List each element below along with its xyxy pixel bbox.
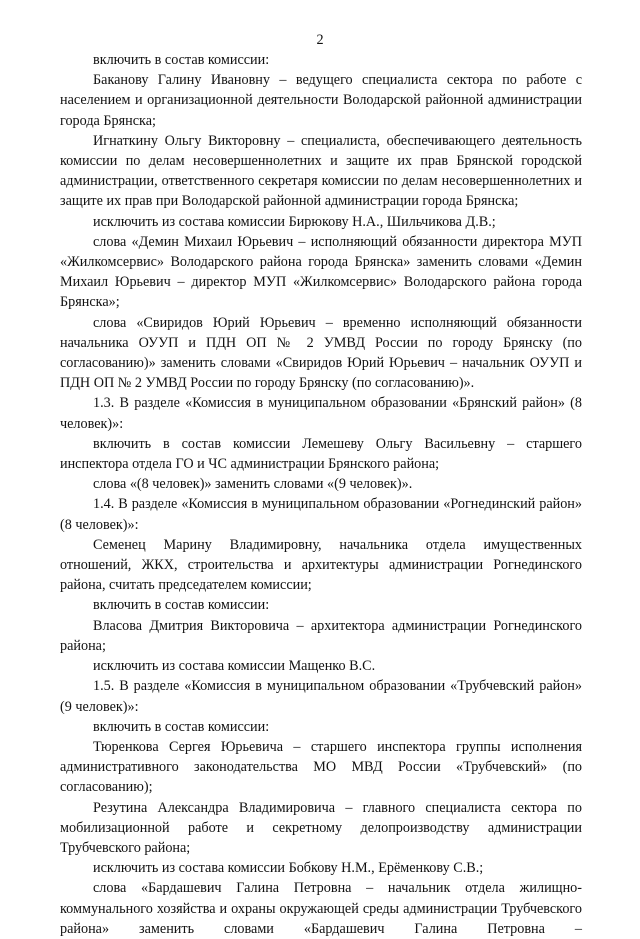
paragraph: слова «Свиридов Юрий Юрьевич – временно исполняющий обязанности начальника ОУУП и ПДН ОП № 2 УМВД России по городу Брянску (по согласованию)» заменить словами «Свиридов Юрий Юрьевич – начальник ОУУП и ПДН ОП № 2 УМВД России по городу Брянску (по согласованию)». xyxy=(60,314,582,392)
section-heading: 1.4. В разделе «Комиссия в муниципальном образовании «Рогнединский район» (8 человек)»: xyxy=(60,496,582,533)
paragraph: исключить из состава комиссии Мащенко В.С. xyxy=(93,658,376,675)
paragraph: Баканову Галину Ивановну – ведущего специалиста сектора по работе с населением и организационной деятельности Володарской районной администрации города Брянска; xyxy=(60,72,582,129)
paragraph: включить в состав комиссии: xyxy=(93,718,270,735)
paragraph: Резутина Александра Владимировича – главного специалиста сектора по мобилизационной работе и секретному делопроизводству администрации Трубчевского района; xyxy=(60,799,582,856)
paragraph: исключить из состава комиссии Бобкову Н.М., Ерёменкову С.В.; xyxy=(93,860,484,877)
paragraph: Тюренкова Сергея Юрьевича – старшего инспектора группы исполнения административного законодательства МО МВД России «Трубчевский» (по согласованию); xyxy=(60,738,582,796)
paragraph: слова «Бардашевич Галина Петровна – начальник отдела жилищно-коммунального хозяйства и охраны окружающей среды администрации Трубчевского района» заменить словами «Бардашевич Галина Петровна – xyxy=(60,880,582,937)
paragraph: Власова Дмитрия Викторовича – архитектора администрации Рогнединского района; xyxy=(60,617,582,654)
section-heading: 1.5. В разделе «Комиссия в муниципальном образовании «Трубчевский район» (9 человек)»: xyxy=(60,678,582,715)
document-body xyxy=(60,50,582,939)
paragraph: слова «Демин Михаил Юрьевич – исполняющий обязанности директора МУП «Жилкомсервис» Володарского района города Брянска» заменить словами «Демин Михаил Юрьевич – директор МУП «Жилкомсервис» Володарского района города Брянска»; xyxy=(60,233,582,311)
paragraph: включить в состав комиссии Лемешеву Ольгу Васильевну – старшего инспектора отдела ГО и ЧС администрации Брянского района; xyxy=(60,435,582,473)
paragraph: Игнаткину Ольгу Викторовну – специалиста, обеспечивающего деятельность комиссии по делам несовершеннолетних и защите их прав Брянской городской администрации, ответственного секретаря комиссии по делам несовершеннолетних и защите их прав при Володарской районной администрации города Брянска; xyxy=(60,132,582,210)
section-heading: 1.3. В разделе «Комиссия в муниципальном образовании «Брянский район» (8 человек)»: xyxy=(60,395,582,432)
paragraph: Семенец Марину Владимировну, начальника отдела имущественных отношений, ЖКХ, строительства и архитектуры администрации Рогнединского района, считать председателем комиссии; xyxy=(60,536,582,594)
page-number: 2 xyxy=(316,32,324,48)
paragraph: слова «(8 человек)» заменить словами «(9 человек)». xyxy=(93,476,413,493)
paragraph: включить в состав комиссии: xyxy=(93,52,270,68)
paragraph: включить в состав комиссии: xyxy=(93,597,270,614)
paragraph: исключить из состава комиссии Бирюкову Н.А., Шильчикова Д.В.; xyxy=(93,213,496,230)
